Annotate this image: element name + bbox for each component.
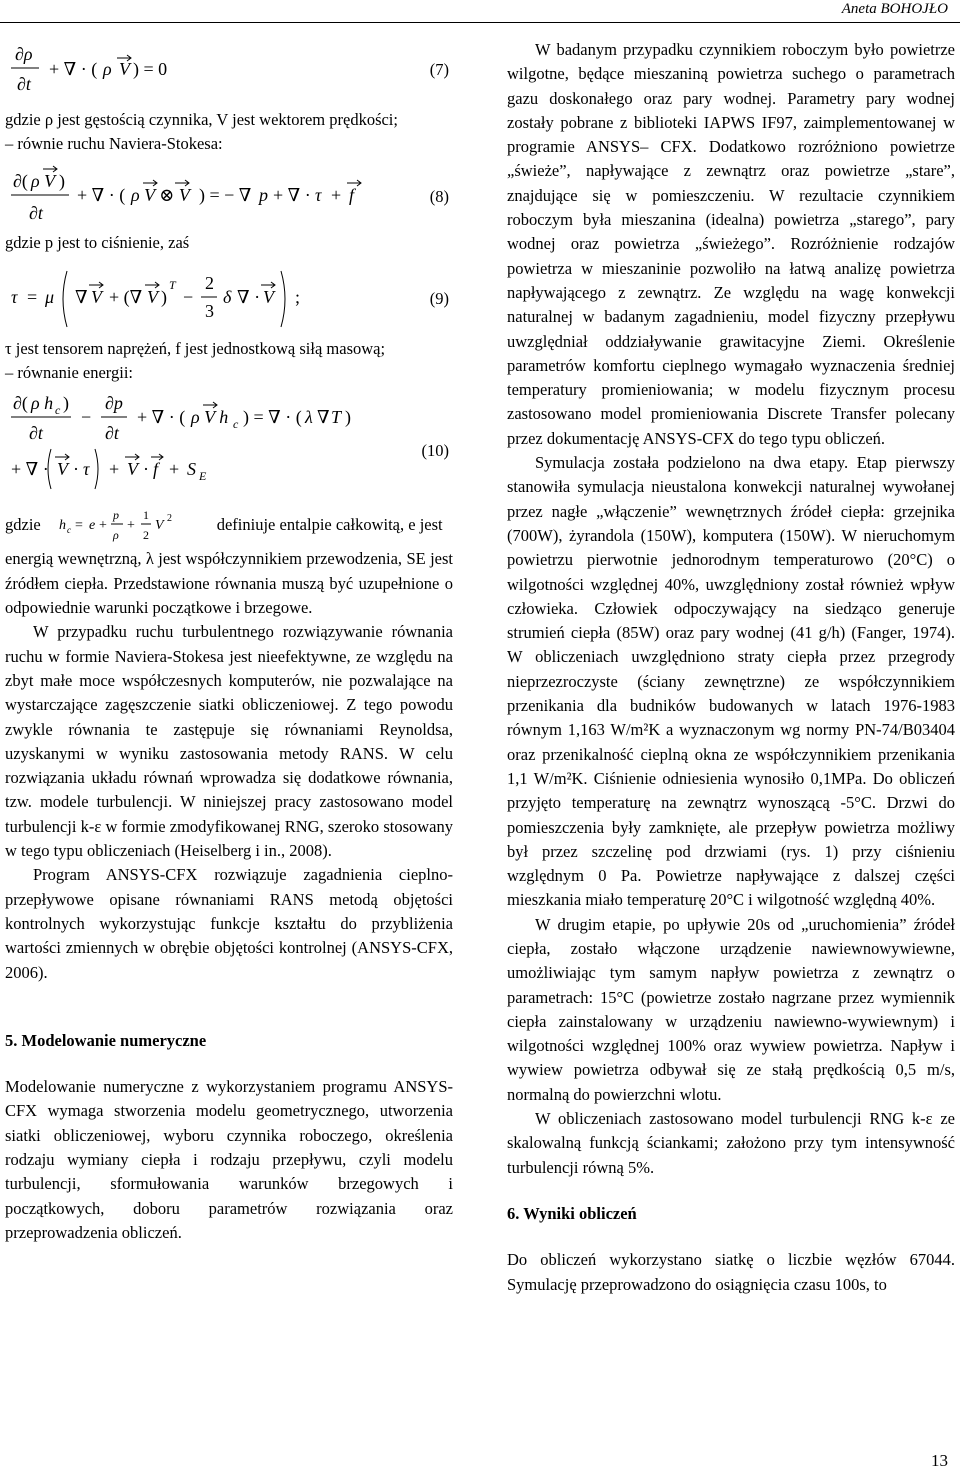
svg-text:+: + xyxy=(109,459,120,480)
svg-text:): ) xyxy=(161,286,167,307)
svg-text:V: V xyxy=(154,518,164,534)
author-name: Aneta BOHOJŁO xyxy=(841,1,948,17)
svg-text:+ ∇ · (: + ∇ · ( xyxy=(137,407,186,428)
paragraph: – równie ruchu Naviera-Stokesa: xyxy=(5,134,223,154)
svg-text:V: V xyxy=(91,286,102,307)
equation-number: (10) xyxy=(421,441,449,461)
svg-text:∇ ·: ∇ · xyxy=(237,286,261,307)
gdzie-label: gdzie xyxy=(5,515,41,535)
svg-text:2: 2 xyxy=(205,272,214,293)
svg-text:+ ∇ · (: + ∇ · ( xyxy=(49,59,98,79)
svg-text:=: = xyxy=(74,518,83,534)
paragraph: Symulacja została podzielono na dwa etapy. Etap pierwszy stanowiła symulacja nieustalona konwekcji naturalnej wywołanej przez nagłe „włączenie” wewnętrznych źródeł ciepła: grzejnika (700W), żyrandola (150W), komputera (150W). W nieruchomym powietrzu pierwotnie jednorodnym temperaturowo (20°C) o wilgotności względnej 40%, uwzględniony został również wpływ człowieka. Człowiek odpoczywający na siedząco generuje strumień ciepła (85W) oraz pary wodnej (41 g/h) (Fanger, 1974). W obliczeniach uwzględniono straty ciepła przez przegrody nieprzezroczyste (ściany zewnętrzne) ze współczynnikiem przenikania dla budników budowanych w latach 1976-1983 równym 1,163 W/m²K a wyznaczonym wg normy PN-74/B03404 oraz przenikalność cieplną okna ze współczynnikiem przenikania 1,1 W/m²K. Ciśnienie odniesienia wynosiło 0,1MPa. Do obliczeń przyjęto temperaturę na zewnątrz wynoszącą -5°C. Drzwi do pomieszczenia były zamknięte, ale przepływ powietrza możliwy był przez szczelinę pod drzwiami (rys. 1) przy ciśnieniu względnym 0 Pa. Powietrze napływające z dalszej części mieszkania miało temperaturę 20°C i wilgotność względną 40%. xyxy=(507,453,955,910)
enthalpy-formula xyxy=(59,503,209,547)
equation-8 xyxy=(5,161,453,231)
svg-text:V: V xyxy=(263,286,274,307)
svg-text:) = ∇ · (: ) = ∇ · ( xyxy=(243,407,302,428)
svg-text:+: + xyxy=(126,518,135,534)
section-heading: 5. Modelowanie numeryczne xyxy=(5,1030,207,1050)
svg-text:T: T xyxy=(331,407,342,428)
svg-text:): ) xyxy=(59,170,65,191)
svg-text:∂ρ: ∂ρ xyxy=(15,44,33,64)
paragraph: Do obliczeń wykorzystano siatkę o liczbie węzłów 67044. Symulację przeprowadzono do osiągnięcia czasu 100s, to xyxy=(507,1250,955,1294)
stress-tensor-equation xyxy=(5,259,445,337)
svg-text:+: + xyxy=(169,459,180,480)
svg-text:c: c xyxy=(233,417,239,432)
svg-text:+ (∇: + (∇ xyxy=(109,286,143,307)
svg-text:c: c xyxy=(55,403,61,418)
svg-text:) = 0: ) = 0 xyxy=(133,59,168,79)
svg-text:τ: τ xyxy=(11,286,18,307)
equation-number: (7) xyxy=(429,60,449,79)
svg-text:T: T xyxy=(169,277,176,292)
svg-text:∂t: ∂t xyxy=(105,423,119,444)
svg-text:·: · xyxy=(143,459,149,480)
svg-text:p: p xyxy=(259,184,268,205)
svg-text:;: ; xyxy=(295,286,301,307)
svg-text:ρ h: ρ h xyxy=(31,393,54,414)
svg-text:∂p: ∂p xyxy=(105,393,123,414)
paragraph: Modelowanie numeryczne z wykorzystaniem programu ANSYS-CFX wymaga stworzenia modelu geometrycznego, utworzenia siatki obliczeniowej, wyboru czynnika roboczego, określenia rodzaju wymiany ciepła i rodzaju przepływu, czyli modelu turbulencji, sformułowania warunków brzegowych i początkowych, doboru parametrów rozwiązania oraz przeprowadzenia obliczeń. xyxy=(5,1077,453,1242)
continuity-equation xyxy=(5,38,445,102)
svg-text:+ ∇ ·: + ∇ · xyxy=(11,459,49,480)
page-header xyxy=(0,0,960,23)
svg-text:∂t: ∂t xyxy=(29,202,43,223)
paragraph: W obliczeniach zastosowano model turbulencji RNG k-ε ze skalowalną funkcją ściankami; założono przy tym intensywność turbulencji równą 5%. xyxy=(507,1109,955,1177)
paragraph: W drugim etapie, po upływie 20s od „uruchomienia” źródeł ciepła, zostało włączone urządzenie nawiewnowywiewne, umożliwiając tym samym napływ powietrza z zewnątrz o parametrach: 15°C (powietrze zostało nagrzane przez wymiennik ciepła zainstalowany w urządzeniu nawiewno-wywiewnym) i wilgotności względnej 100% oraz wywiew powietrza. Napływ i wywiew powietrza odbywał się ze stałą prędkością 0,5 m/s, normalną do powierzchni wlotu. xyxy=(507,914,955,1104)
svg-text:τ: τ xyxy=(315,184,322,205)
paragraph: definiuje entalpie całkowitą, e jest xyxy=(216,515,443,535)
svg-text:e: e xyxy=(88,518,95,534)
svg-text:∂t: ∂t xyxy=(29,423,43,444)
svg-text:): ) xyxy=(345,407,351,428)
right-column xyxy=(507,38,955,1297)
svg-text:+: + xyxy=(331,184,342,205)
svg-text:2: 2 xyxy=(142,528,149,543)
svg-text:V: V xyxy=(147,286,158,307)
svg-text:+: + xyxy=(98,518,107,534)
svg-text:=: = xyxy=(27,286,38,307)
svg-text:ρ V: ρ V xyxy=(31,170,56,191)
svg-text:∇: ∇ xyxy=(317,407,330,428)
svg-text:∂(: ∂( xyxy=(13,393,28,414)
svg-text:μ: μ xyxy=(45,286,55,307)
enthalpy-definition xyxy=(5,503,453,547)
svg-text:+ ∇ · (: + ∇ · ( xyxy=(77,184,126,205)
svg-text:·: · xyxy=(73,459,79,480)
svg-text:V: V xyxy=(57,459,68,480)
paragraph: energią wewnętrzną, λ jest współczynnikiem przewodzenia, SE jest źródłem ciepła. Przedstawione równania muszą być uzupełnione o odpowiednie warunki początkowe i brzegowe. xyxy=(5,549,453,618)
svg-text:3: 3 xyxy=(205,300,214,321)
equation-7 xyxy=(5,38,453,102)
svg-text:ρ: ρ xyxy=(103,59,112,79)
svg-text:∂(: ∂( xyxy=(13,170,28,191)
svg-text:1: 1 xyxy=(142,508,149,523)
svg-text:ρ V h: ρ V h xyxy=(191,407,229,428)
svg-text:−: − xyxy=(183,286,194,307)
svg-text:) = − ∇: ) = − ∇ xyxy=(199,184,252,205)
svg-text:∂t: ∂t xyxy=(17,74,31,94)
svg-text:ρ: ρ xyxy=(112,528,119,543)
paragraph: W badanym przypadku czynnikiem roboczym było powietrze wilgotne, będące mieszaniną powietrza suchego o parametrach gazu doskonałego oraz pary wodnej. Parametry pary wodnej zostały pobrane z biblioteki IAPWS IF97, zaimplementowanej w programie ANSYS– CFX. Dodatkowo rozróżniono powietrze „świeże”, napływające z zewnątrz oraz powietrze „stare”, znajdujące się w pomieszczeniu. W rezultacie czynnikiem roboczym była mieszanina (idealna) powietrza „starego”, pary wodnej oraz powietrza „świeżego”. Rozróżnienie rodzajów powietrza w mieszaninie pozwoliło na łatwą analizę powietrza napływającego z zewnątrz. Ze względu na wagę konwekcji naturalnej w badanym zagadnieniu, model fizyczny przepływu uwzględniał oddziaływanie grawitacyjne Ziemi. Określenie parametrów komfortu cieplnego wymagało wyznaczenia średniej temperatury promieniowania; w modelu fizycznym procesu zastosowano model promieniowania Discrete Transfer polecany przez dokumentację ANSYS-CFX do tego typu obliczeń. xyxy=(507,40,955,448)
paragraph: τ jest tensorem naprężeń, f jest jednostkową siłą masową; xyxy=(5,338,386,358)
svg-text:V: V xyxy=(127,459,138,480)
svg-text:f: f xyxy=(349,184,355,205)
paragraph: gdzie ρ jest gęstością czynnika, V jest wektorem prędkości; xyxy=(5,110,398,129)
equation-9 xyxy=(5,259,453,337)
svg-text:V: V xyxy=(119,59,130,79)
svg-text:∇: ∇ xyxy=(75,286,88,307)
svg-text:−: − xyxy=(81,407,92,428)
navier-stokes-equation xyxy=(5,161,445,231)
svg-text:h: h xyxy=(58,518,66,534)
page-number: 13 xyxy=(931,1451,948,1470)
equation-number: (9) xyxy=(429,288,449,308)
equation-10 xyxy=(5,389,453,499)
svg-text:2: 2 xyxy=(166,513,172,525)
svg-text:): ) xyxy=(63,393,69,414)
svg-text:f: f xyxy=(153,459,159,480)
svg-text:+ ∇ ·: + ∇ · xyxy=(273,184,311,205)
paragraph: gdzie p jest to ciśnienie, zaś xyxy=(5,232,190,252)
svg-text:δ: δ xyxy=(223,286,232,307)
svg-text:τ: τ xyxy=(83,459,90,480)
svg-text:E: E xyxy=(199,469,207,484)
svg-text:c: c xyxy=(66,525,71,536)
paragraph: – równanie energii: xyxy=(5,363,133,383)
svg-text:p: p xyxy=(112,508,119,523)
svg-text:λ: λ xyxy=(305,407,313,428)
equation-number: (8) xyxy=(429,186,449,206)
energy-equation xyxy=(5,389,445,499)
svg-text:S: S xyxy=(187,459,196,480)
svg-text:ρ V ⊗ V: ρ V ⊗ V xyxy=(131,184,190,205)
section-heading: 6. Wyniki obliczeń xyxy=(507,1203,637,1223)
left-column xyxy=(5,38,453,1245)
paragraph: Program ANSYS-CFX rozwiązuje zagadnienia cieplno-przepływowe opisane równaniami RANS metodą objętości kontrolnych wykorzystując funkcje kształtu do przybliżenia wartości zmiennych w obrębie objętości kontrolnej (ANSYS-CFX, 2006). xyxy=(5,865,453,982)
paragraph: W przypadku ruchu turbulentnego rozwiązywanie równania ruchu w formie Naviera-Stokesa jest nieefektywne, ze względu na zbyt małe moce współczesnych komputerów, nie pozwalające na wystarczające zagęszczenie siatki obliczeniowej. Z tego powodu zwykle równania te zastępuje się równaniami Reynoldsa, uzyskanymi w wyniku zastosowania metody RANS. W celu rozwiązania układu równań wprowadza się dodatkowe równania, tzw. modele turbulencji. W niniejszej pracy zastosowano model turbulencji k-ε w formie zmodyfikowanej RNG, szeroko stosowany w tego typu obliczeniach (Heiselberg i in., 2008). xyxy=(5,622,453,861)
